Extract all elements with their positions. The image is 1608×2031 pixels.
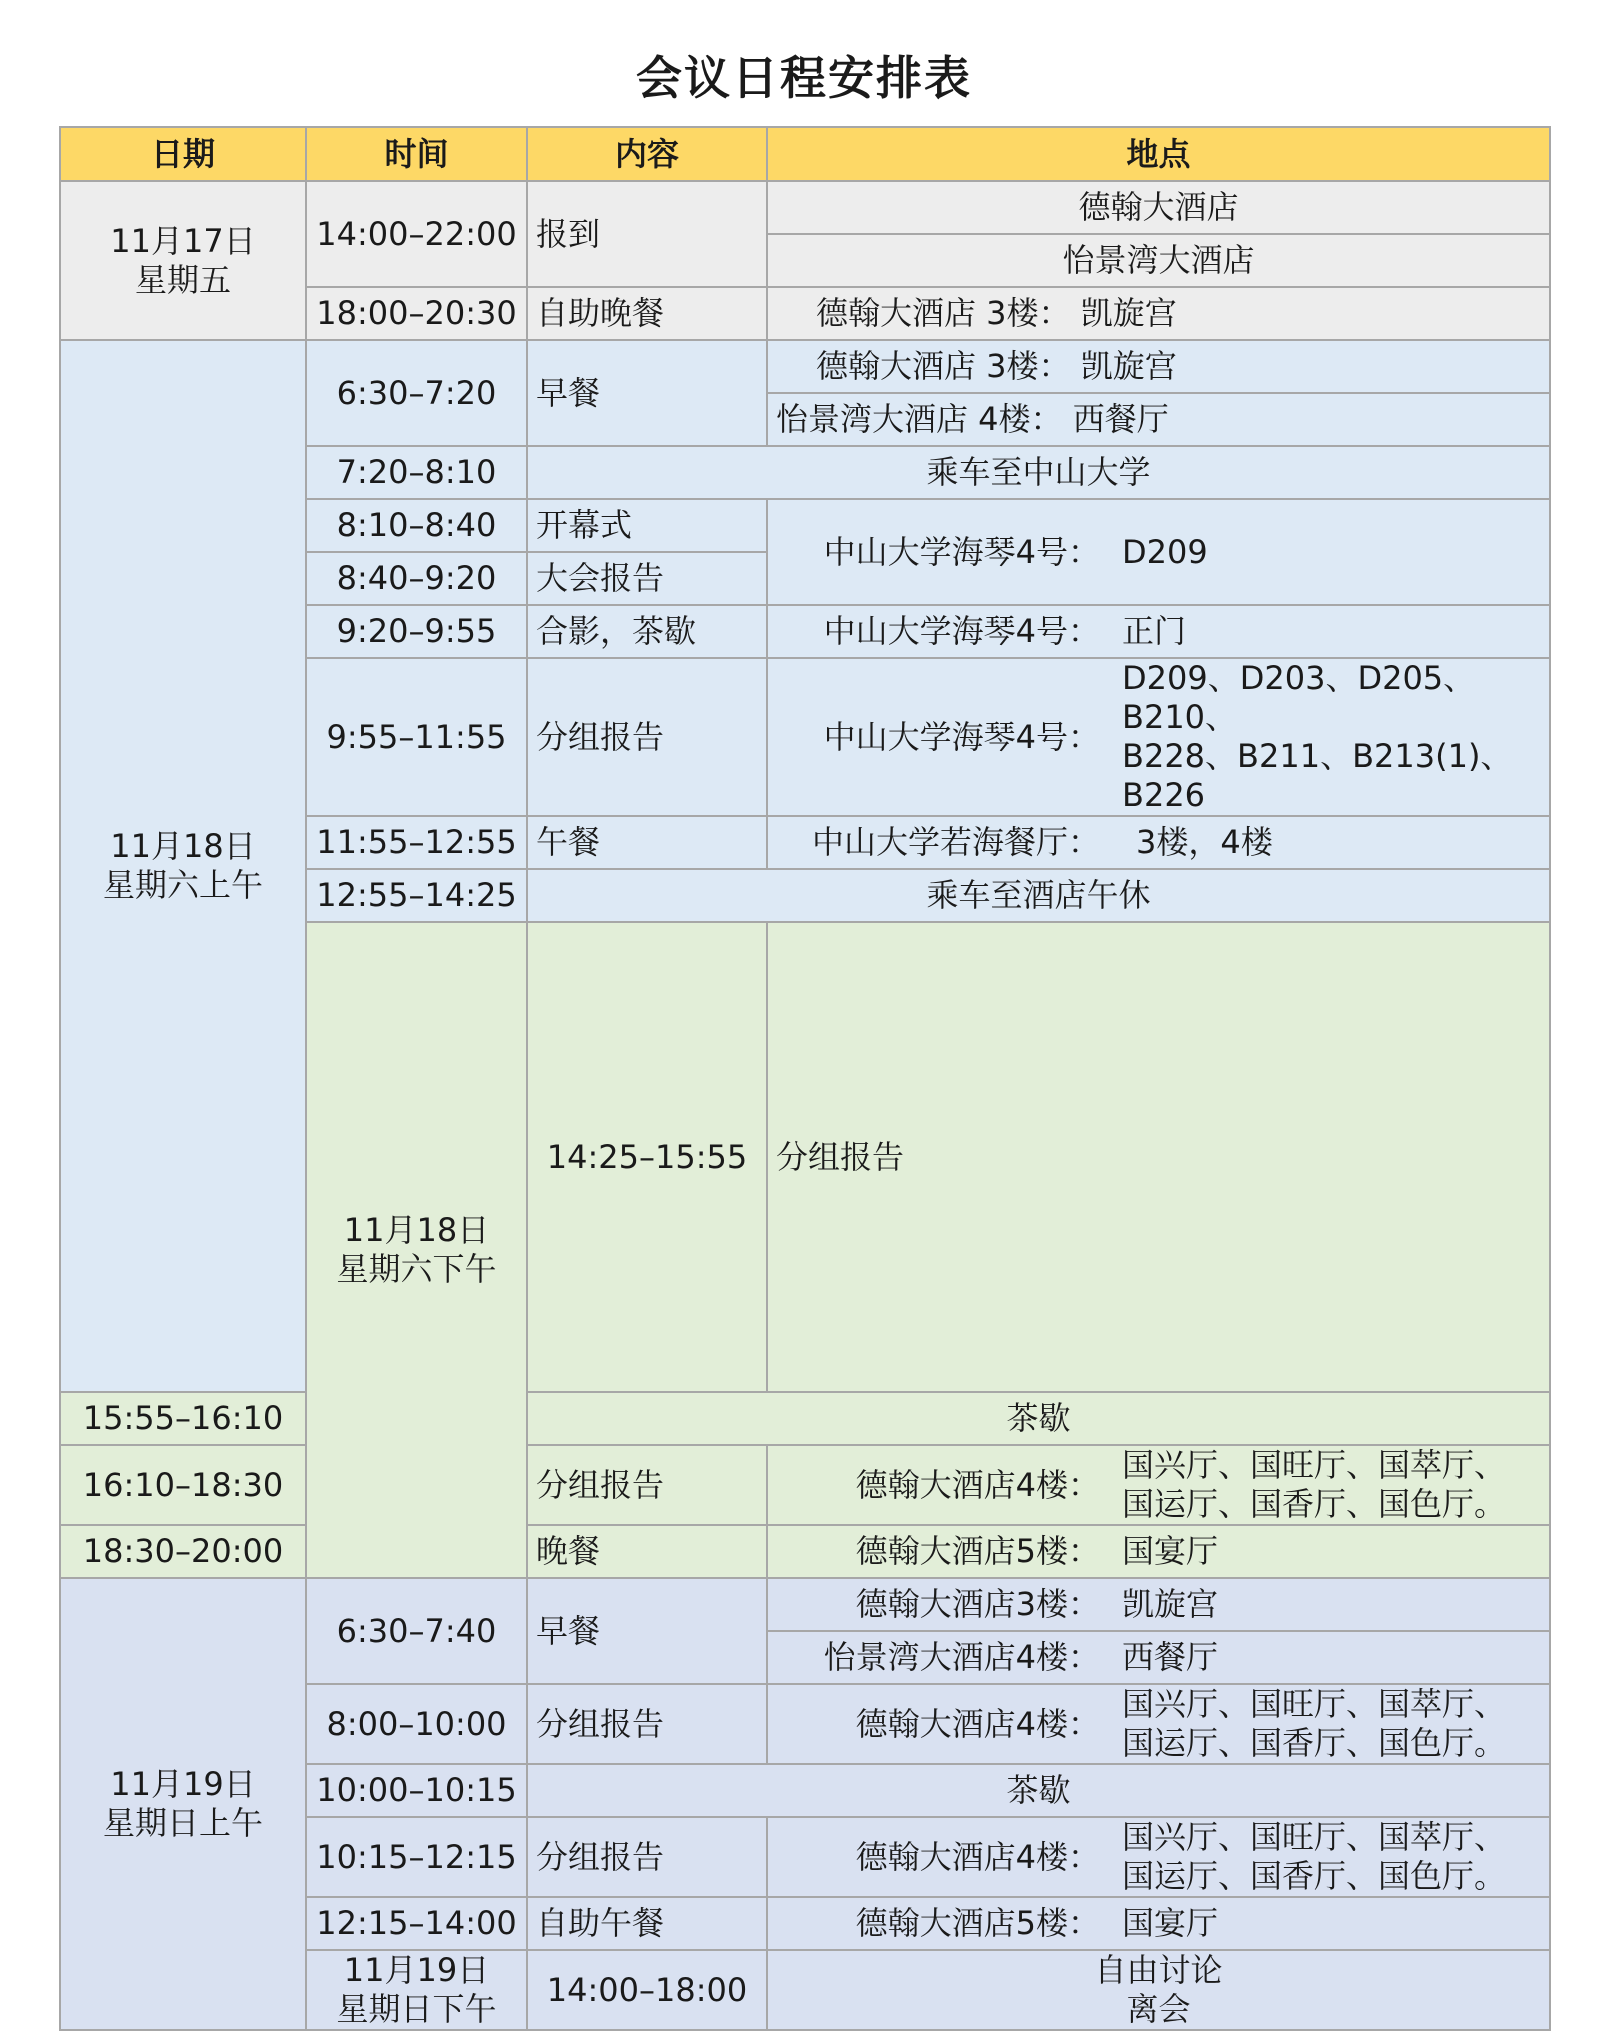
venue-cell bbox=[767, 1445, 1550, 1525]
activity-label: 自由讨论 bbox=[1094, 1951, 1223, 1989]
venue-room: 国兴厅、国旺厅、国萃厅、 bbox=[1122, 1685, 1507, 1723]
venue-room: 国兴厅、国旺厅、国萃厅、 bbox=[1122, 1446, 1507, 1484]
venue-room-list bbox=[1122, 1446, 1541, 1524]
venue-room: B228、B211、B213(1)、B226 bbox=[1122, 737, 1513, 814]
venue-building: 德翰大酒店5楼： bbox=[855, 1904, 1100, 1942]
table-row bbox=[60, 1445, 1550, 1525]
venue-building: 德翰大酒店5楼： bbox=[855, 1532, 1100, 1570]
venue-room: D209、D203、D205、B210、 bbox=[1122, 659, 1476, 736]
venue-cell bbox=[767, 1897, 1550, 1950]
venue-cell bbox=[767, 499, 1550, 605]
header-content: 内容 bbox=[527, 127, 767, 181]
date-label: 11月19日 bbox=[110, 1765, 256, 1803]
venue-room: 西餐厅 bbox=[1122, 1638, 1219, 1676]
table-row bbox=[60, 1392, 1550, 1445]
date-cell bbox=[60, 1578, 306, 2030]
time-cell: 6:30–7:40 bbox=[306, 1578, 527, 1684]
content-cell: 晚餐 bbox=[527, 1525, 767, 1578]
venue-cell bbox=[767, 1525, 1550, 1578]
content-cell: 早餐 bbox=[527, 1578, 767, 1684]
date-label: 11月17日 bbox=[110, 221, 256, 260]
page-title: 会议日程安排表 bbox=[636, 51, 972, 105]
time-cell: 14:00–22:00 bbox=[306, 181, 527, 287]
venue-cell: 怡景湾大酒店 bbox=[767, 234, 1550, 287]
time-cell: 14:00–18:00 bbox=[527, 1950, 767, 2030]
time-cell: 14:25–15:55 bbox=[527, 922, 767, 1392]
venue-building: 德翰大酒店4楼： bbox=[855, 1837, 1100, 1876]
venue-room: 国运厅、国香厅、国色厅。 bbox=[1122, 1857, 1507, 1895]
time-cell: 12:55–14:25 bbox=[306, 869, 527, 922]
venue-room: 正门 bbox=[1122, 612, 1187, 650]
date-label: 11月19日 bbox=[343, 1951, 490, 1989]
venue-room: 国运厅、国香厅、国色厅。 bbox=[1122, 1724, 1507, 1762]
venue-cell bbox=[767, 658, 1550, 816]
content-cell: 午餐 bbox=[527, 816, 767, 869]
content-cell: 开幕式 bbox=[527, 499, 767, 552]
content-cell: 大会报告 bbox=[527, 552, 767, 605]
content-cell: 合影，茶歇 bbox=[527, 605, 767, 658]
time-cell: 9:55–11:55 bbox=[306, 658, 527, 816]
table-row bbox=[60, 181, 1550, 234]
time-cell: 10:15–12:15 bbox=[306, 1817, 527, 1897]
time-cell: 8:10–8:40 bbox=[306, 499, 527, 552]
time-cell: 9:20–9:55 bbox=[306, 605, 527, 658]
date-cell bbox=[306, 1950, 527, 2030]
time-cell: 10:00–10:15 bbox=[306, 1764, 527, 1817]
venue-cell bbox=[767, 1631, 1550, 1684]
weekday-label: 星期日下午 bbox=[336, 1990, 497, 2028]
venue-room: D209 bbox=[1122, 532, 1208, 571]
venue-cell: 德翰大酒店 3楼： 凯旋宫 bbox=[767, 340, 1550, 393]
table-row bbox=[60, 340, 1550, 393]
venue-room: 凯旋宫 bbox=[1122, 1585, 1219, 1623]
date-label: 11月18日 bbox=[343, 1211, 490, 1249]
activity-cell: 茶歇 bbox=[527, 1764, 1550, 1817]
time-cell: 18:00–20:30 bbox=[306, 287, 527, 340]
weekday-label: 星期六下午 bbox=[336, 1250, 497, 1288]
time-cell: 8:40–9:20 bbox=[306, 552, 527, 605]
venue-room-list bbox=[1122, 1818, 1541, 1896]
header-date: 日期 bbox=[60, 127, 306, 181]
content-cell: 早餐 bbox=[527, 340, 767, 446]
header-venue: 地点 bbox=[767, 127, 1550, 181]
time-cell: 12:15–14:00 bbox=[306, 1897, 527, 1950]
venue-cell bbox=[767, 1684, 1550, 1764]
venue-building: 德翰大酒店3楼： bbox=[855, 1585, 1100, 1623]
header-time: 时间 bbox=[306, 127, 527, 181]
date-cell bbox=[306, 922, 527, 1578]
time-cell: 7:20–8:10 bbox=[306, 446, 527, 499]
venue-room: 国兴厅、国旺厅、国萃厅、 bbox=[1122, 1818, 1507, 1856]
time-cell: 18:30–20:00 bbox=[60, 1525, 306, 1578]
venue-room: 国运厅、国香厅、国色厅。 bbox=[1122, 1485, 1507, 1523]
venue-building: 德翰大酒店4楼： bbox=[855, 1704, 1100, 1743]
weekday-label: 星期日上午 bbox=[102, 1804, 263, 1842]
venue-room: 3楼，4楼 bbox=[1136, 823, 1273, 861]
time-cell: 15:55–16:10 bbox=[60, 1392, 306, 1445]
table-row bbox=[60, 1525, 1550, 1578]
venue-room: 国宴厅 bbox=[1122, 1904, 1219, 1942]
time-cell: 16:10–18:30 bbox=[60, 1445, 306, 1525]
venue-cell: 德翰大酒店 bbox=[767, 181, 1550, 234]
weekday-label: 星期五 bbox=[134, 260, 231, 299]
venue-cell bbox=[767, 1817, 1550, 1897]
venue-cell bbox=[767, 816, 1550, 869]
venue-cell bbox=[767, 605, 1550, 658]
content-cell: 分组报告 bbox=[527, 1445, 767, 1525]
venue-building: 中山大学若海餐厅： bbox=[811, 823, 1100, 861]
venue-building: 中山大学海琴4号： bbox=[823, 532, 1100, 571]
header-row bbox=[60, 127, 1550, 181]
activity-label: 离会 bbox=[1126, 1990, 1191, 2028]
content-cell: 分组报告 bbox=[527, 658, 767, 816]
venue-room: 国宴厅 bbox=[1122, 1532, 1219, 1570]
schedule-table bbox=[59, 126, 1551, 2031]
activity-cell: 乘车至酒店午休 bbox=[527, 869, 1550, 922]
content-cell: 自助晚餐 bbox=[527, 287, 767, 340]
venue-cell bbox=[767, 1578, 1550, 1631]
content-cell: 分组报告 bbox=[767, 922, 1550, 1392]
time-cell: 11:55–12:55 bbox=[306, 816, 527, 869]
weekday-label: 星期六上午 bbox=[102, 866, 263, 904]
venue-building: 中山大学海琴4号： bbox=[823, 612, 1100, 650]
venue-room-list bbox=[1122, 1685, 1541, 1763]
content-cell: 报到 bbox=[527, 181, 767, 287]
time-cell: 8:00–10:00 bbox=[306, 1684, 527, 1764]
venue-cell: 德翰大酒店 3楼： 凯旋宫 bbox=[767, 287, 1550, 340]
venue-room-list bbox=[1122, 659, 1541, 815]
content-cell: 自助午餐 bbox=[527, 1897, 767, 1950]
venue-building: 德翰大酒店4楼： bbox=[855, 1465, 1100, 1504]
content-cell: 分组报告 bbox=[527, 1684, 767, 1764]
activity-cell: 茶歇 bbox=[527, 1392, 1550, 1445]
venue-building: 中山大学海琴4号： bbox=[823, 717, 1100, 756]
activity-cell: 乘车至中山大学 bbox=[527, 446, 1550, 499]
time-cell: 6:30–7:20 bbox=[306, 340, 527, 446]
activity-cell bbox=[767, 1950, 1550, 2030]
date-label: 11月18日 bbox=[110, 827, 256, 865]
date-cell bbox=[60, 340, 306, 1392]
content-cell: 分组报告 bbox=[527, 1817, 767, 1897]
table-row bbox=[60, 1578, 1550, 1631]
venue-building: 怡景湾大酒店4楼： bbox=[823, 1638, 1100, 1676]
venue-cell: 怡景湾大酒店 4楼： 西餐厅 bbox=[767, 393, 1550, 446]
date-cell bbox=[60, 181, 306, 340]
